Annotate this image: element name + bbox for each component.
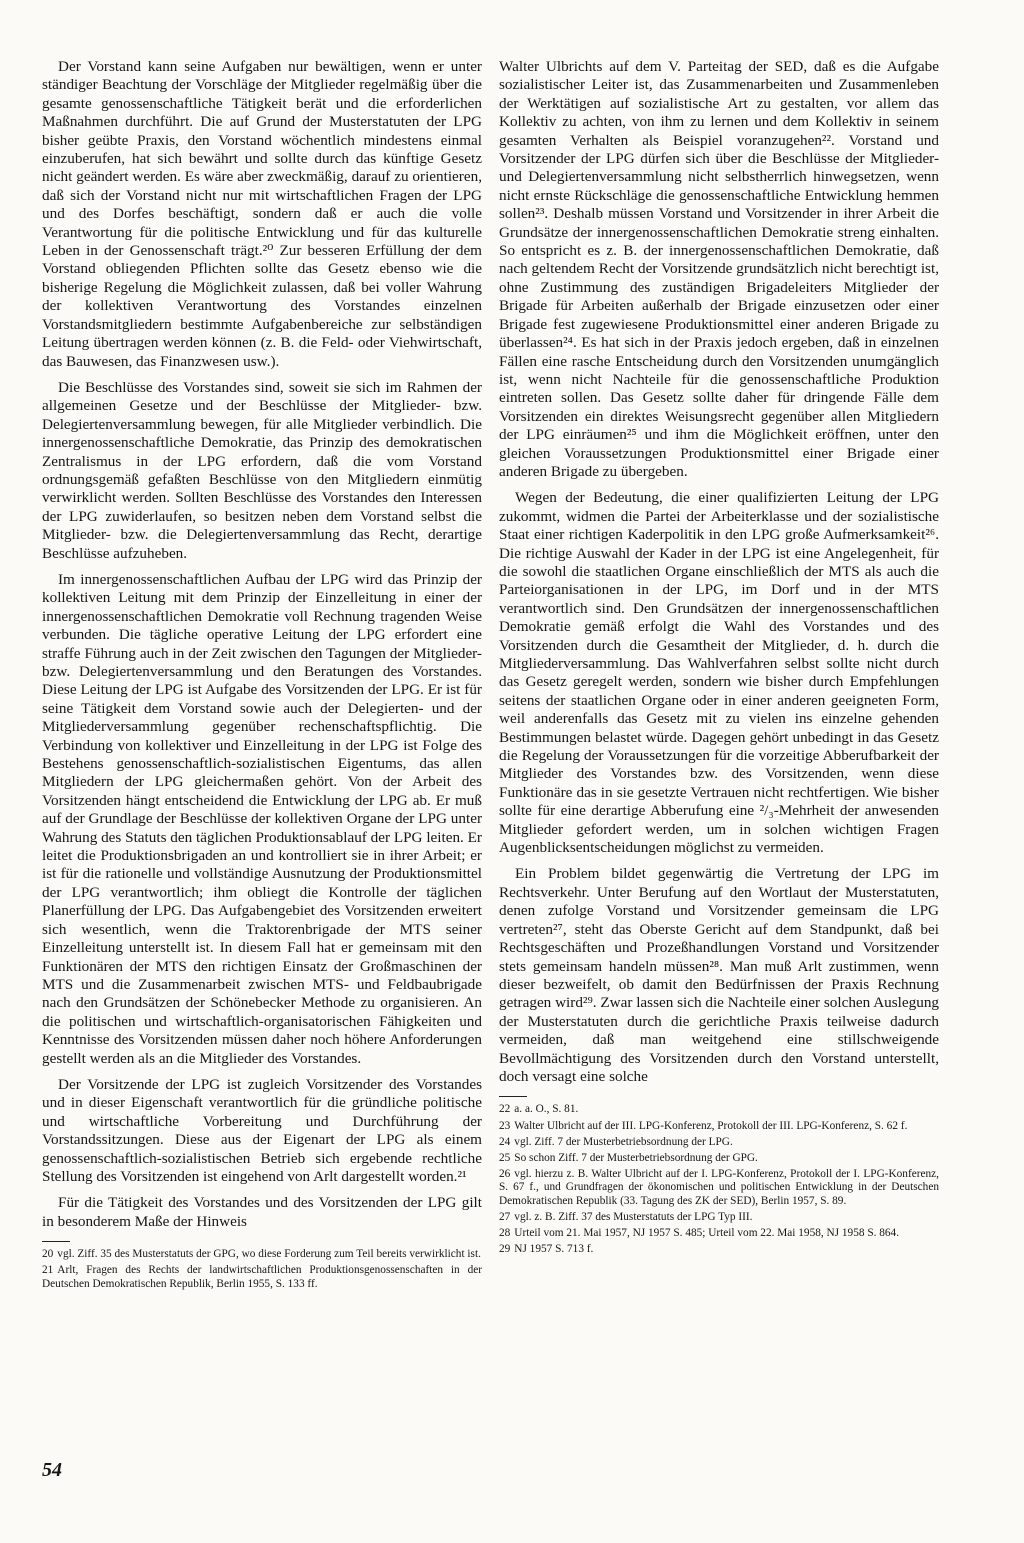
footnote-divider xyxy=(42,1241,70,1242)
footnote-ref: 28 xyxy=(499,1226,511,1239)
footnote-ref: 20 xyxy=(42,1248,54,1261)
body-paragraph: Der Vorstand kann seine Aufgaben nur bewältigen, wenn er unter ständiger Beachtung der Vorschläge der Mitglieder regelmäßig über die gesamte genossenschaftliche Tätigkeit berät und die erforderlichen Maßnahmen durchführt. Die auf Grund der Musterstatuten der LPG bisher geübte Praxis, den Vorstand wöchentlich mindestens einmal einzuberufen, hat sich bewährt und sollte durch das künftige Gesetz nicht geändert werden. Es wäre aber zweckmäßig, darauf zu orientieren, daß sich der Vorstand nicht nur mit wirtschaftlichen Fragen der LPG und des Dorfes beschäftigt, sondern daß er auch die volle Verantwortung für die politische Entwicklung und für das kulturelle Leben in der Genossenschaft trägt.²⁰ Zur besseren Erfüllung der dem Vorstand obliegenden Pflichten sollte das Gesetz ebenso wie die bisherige Regelung die Möglichkeit zulassen, daß bei voller Wahrung der kollektiven Verantwortung des Vorstandes einzelnen Vorstandsmitgliedern bestimmte Aufgabenbereiche zur selbständigen Leitung übertragen werden können (z. B. die Feld- oder Viehwirtschaft, das Bauwesen, das Finanzwesen usw.). xyxy=(42,58,482,370)
footnote xyxy=(499,1243,939,1256)
footnote xyxy=(499,1211,939,1224)
footnote-text: NJ 1957 S. 713 f. xyxy=(514,1243,594,1256)
body-paragraph: Der Vorsitzende der LPG ist zugleich Vorsitzender des Vorstandes und in dieser Eigenschaft verantwortlich für die gründliche politische und wirtschaftliche Vorbereitung und Durchführung der Vorstandssitzungen. Diese aus der Eigenart der LPG als einem genossenschaftlich-sozialistischen Betrieb sich ergebende rechtliche Stellung des Vorsitzenden ist eingehend von Arlt dargestellt worden.²¹ xyxy=(42,1075,482,1185)
footnote xyxy=(499,1103,939,1116)
footnote xyxy=(499,1168,939,1208)
footnote-ref: 26 xyxy=(499,1168,511,1181)
body-paragraph: Die Beschlüsse des Vorstandes sind, soweit sie sich im Rahmen der allgemeinen Gesetze und der Beschlüsse der Mitglieder- bzw. Delegiertenversammlung bewegen, für alle Mitglieder verbindlich. Die innergenossenschaftliche Demokratie, das Prinzip des demokratischen Zentralismus in der LPG erfordern, daß die vom Vorstand ordnungsgemäß gefaßten Beschlüsse von den Mitgliedern einmütig verwirklicht werden. Sollten Beschlüsse des Vorstandes den Interessen der LPG zuwiderlaufen, so besitzen neben dem Vorstand selbst die Mitglieder- bzw. die Delegiertenversammlung das Recht, derartige Beschlüsse aufzuheben. xyxy=(42,378,482,562)
footnote xyxy=(499,1152,939,1165)
footnote-text: vgl. hierzu z. B. Walter Ulbricht auf der I. LPG-Konferenz, Protokoll der I. LPG-Konferenz, S. 67 f., und Grundfragen der ökonomischen und politischen Entwicklung in der Deutschen Demokratischen Republik (33. Tagung des ZK der SED), Berlin 1957, S. 89. xyxy=(499,1168,939,1207)
left-column xyxy=(42,58,482,1294)
footnote-text: Arlt, Fragen des Rechts der landwirtschaftlichen Produktionsgenossenschaften in der Deutschen Demokratischen Republik, Berlin 1955, S. 133 ff. xyxy=(42,1264,482,1290)
footnote-ref: 25 xyxy=(499,1151,511,1164)
footnote-text: vgl. Ziff. 7 der Musterbetriebsordnung der LPG. xyxy=(514,1135,733,1148)
footnote xyxy=(499,1227,939,1240)
footnote-ref: 29 xyxy=(499,1243,511,1256)
body-paragraph: Walter Ulbrichts auf dem V. Parteitag der SED, daß es die Aufgabe sozialistischer Leiter ist, das Zusammenarbeiten und Zusammenleben der Werktätigen auf sozialistische Art zu gestalten, vor allem das Kollektiv zu achten, von ihm zu lernen und dem Kollektiv in seinem gesamten Verhalten als Beispiel voranzugehen²². Vorstand und Vorsitzender der LPG dürfen sich über die Beschlüsse der Mitglieder- und Delegiertenversammlung nicht selbstherrlich hinwegsetzen, wenn nicht ernste Rückschläge die genossenschaftliche Entwicklung hemmen sollen²³. Deshalb müssen Vorstand und Vorsitzender in ihrer Arbeit die Grundsätze der innergenossenschaftlichen Demokratie streng einhalten. So entspricht es z. B. der innergenossenschaftlichen Demokratie, daß nach geltendem Recht der Vorsitzende grundsätzlich nicht berechtigt ist, ohne Zustimmung des zuständigen Brigadeleiters Mitglieder der Brigade für Arbeiten außerhalb der Brigade einzusetzen oder einer Brigade fest zugewiesene Produktionsmittel einer anderen Brigade zu überlassen²⁴. Es hat sich in der Praxis jedoch ergeben, daß in einzelnen Fällen eine rasche Entscheidung durch den Vorsitzenden unumgänglich ist, wenn nicht Nachteile für die genossenschaftliche Produktion eintreten sollen. Das Gesetz sollte daher für dringende Fälle dem Vorsitzenden ein direktes Weisungsrecht gegenüber allen Mitgliedern der LPG einräumen²⁵ und ihm die Möglichkeit eröffnen, unter den gleichen Voraussetzungen Produktionsmittel einer Brigade einer anderen Brigade zu übergeben. xyxy=(499,58,939,480)
body-paragraph: Wegen der Bedeutung, die einer qualifizierten Leitung der LPG zukommt, widmen die Partei der Arbeiterklasse und der sozialistische Staat einer richtigen Kaderpolitik in den LPG große Aufmerksamkeit²⁶. Die richtige Auswahl der Kader in der LPG ist eine Angelegenheit, für die sowohl die staatlichen Organe einschließlich der MTS als auch die Parteiorganisationen in der LPG, im Dorf und in der MTS verantwortlich sind. Den Grundsätzen der innergenossenschaftlichen Demokratie gemäß erfolgt die Wahl des Vorstandes und des Vorsitzenden durch die Gesamtheit der Mitglieder, d. h. durch die Mitgliederversammlung. Das Wahlverfahren selbst sollte nicht durch das Gesetz geregelt werden, sondern wie bisher durch Empfehlungen seitens der staatlichen Organe oder in einer anderen geeigneten Form, weil anderenfalls das Gesetz mit zu vielen ins einzelne gehenden Bestimmungen belastet würde. Dagegen gehört unbedingt in das Gesetz die Regelung der Voraussetzungen für die vorzeitige Abberufbarkeit der Mitglieder des Vorstandes bzw. des Vorsitzenden, wenn diese Funktionäre das in sie gesetzte Vertrauen nicht rechtfertigen. Wie bisher sollte für eine derartige Abberufung eine ²/₃-Mehrheit der anwesenden Mitglieder gefordert werden, um in solchen wichtigen Fragen Augenblicksentscheidungen möglichst zu vermeiden. xyxy=(499,489,939,857)
body-paragraph: Ein Problem bildet gegenwärtig die Vertretung der LPG im Rechtsverkehr. Unter Berufung auf den Wortlaut der Musterstatuten, denen zufolge Vorstand und Vorsitzender gemeinsam die LPG vertreten²⁷, steht das Oberste Gericht auf dem Standpunkt, daß bei Rechtsgeschäften und Prozeßhandlungen Vorstand und Vorsitzender stets gemeinsam handeln müssen²⁸. Man muß Arlt zustimmen, wenn dieser bezweifelt, ob damit den Bedürfnissen der Praxis Rechnung getragen wird²⁹. Zwar lassen sich die Nachteile einer solchen Auslegung der Musterstatuten durch die gerichtliche Praxis teilweise dadurch vermeiden, daß man weitgehend eine stillschweigende Bevollmächtigung des Vorsitzenden durch den Vorstand unterstellt, doch versagt eine solche xyxy=(499,865,940,1085)
footnote-ref: 23 xyxy=(499,1119,511,1132)
footnote xyxy=(42,1248,482,1261)
page-number: 54 xyxy=(42,1459,62,1481)
footnote-ref: 27 xyxy=(499,1210,511,1223)
footnote-text: a. a. O., S. 81. xyxy=(514,1103,579,1116)
footnote-text: vgl. Ziff. 35 des Musterstatuts der GPG, wo diese Forderung zum Teil bereits verwirklicht ist. xyxy=(57,1248,481,1261)
footnote-ref: 22 xyxy=(499,1103,511,1116)
footnote-ref: 24 xyxy=(499,1135,511,1148)
footnote xyxy=(499,1120,939,1133)
footnote xyxy=(499,1136,939,1149)
footnote-text: So schon Ziff. 7 der Musterbetriebsordnung der GPG. xyxy=(514,1151,758,1164)
footnote-text: Urteil vom 21. Mai 1957, NJ 1957 S. 485; Urteil vom 22. Mai 1958, NJ 1958 S. 864. xyxy=(514,1226,900,1239)
right-column xyxy=(499,58,939,1259)
body-paragraph: Im innergenossenschaftlichen Aufbau der LPG wird das Prinzip der kollektiven Leitung mit dem Prinzip der Einzelleitung in einer der innergenossenschaftlichen Demokratie voll Rechnung tragenden Weise verbunden. Die tägliche operative Leitung der LPG erfordert eine straffe Führung auch in der Zeit zwischen den Tagungen der Mitglieder- bzw. Delegiertenversammlung und den Beratungen des Vorstandes. Diese Leitung der LPG ist Aufgabe des Vorsitzenden der LPG. Er ist für seine Tätigkeit dem Vorstand sowie auch der Delegierten- und der Mitgliederversammlung gegenüber rechenschaftspflichtig. Die Verbindung von kollektiver und Einzelleitung in der LPG ist Folge des Bestehens genossenschaftlich-sozialistischen Eigentums, das allen Mitgliedern der LPG gleichermaßen gehört. Von der Arbeit des Vorsitzenden hängt entscheidend die Entwicklung der LPG ab. Er muß auf der Grundlage der Beschlüsse der kollektiven Organe der LPG unter Wahrung des Statuts den täglichen Produktionsablauf der LPG leiten. Er leitet die Produktionsbrigaden an und kontrolliert sie in ihrer Arbeit; er ist für die rationelle und vollständige Ausnutzung der Produktionsmittel der LPG verantwortlich; ihm obliegt die Kontrolle der täglichen Planerfüllung der LPG. Das Aufgabengebiet des Vorsitzenden erweitert sich wesentlich, wenn die Traktorenbrigade der MTS seiner Einzelleitung unterstellt ist. In diesem Fall hat er gemeinsam mit den Funktionären der MTS den richtigen Einsatz der Großmaschinen der MTS und die Zusammenarbeit zwischen MTS- und Feldbaubrigade nach den Grundsätzen der Schönebecker Methode zu organisieren. An die politischen und wirtschaftlich-organisatorischen Fähigkeiten und Kenntnisse des Vorsitzenden müssen daher noch höhere Anforderungen gestellt werden als an die Mitglieder des Vorstandes. xyxy=(42,570,482,1067)
footnote-text: vgl. z. B. Ziff. 37 des Musterstatuts der LPG Typ III. xyxy=(514,1210,753,1223)
body-paragraph: Für die Tätigkeit des Vorstandes und des Vorsitzenden der LPG gilt in besonderem Maße der Hinweis xyxy=(42,1194,482,1230)
footnote-ref: 21 xyxy=(42,1264,54,1277)
footnote xyxy=(42,1264,482,1290)
footnote-text: Walter Ulbricht auf der III. LPG-Konferenz, Protokoll der III. LPG-Konferenz, S. 62 f. xyxy=(514,1119,908,1132)
footnote-divider xyxy=(499,1096,527,1097)
